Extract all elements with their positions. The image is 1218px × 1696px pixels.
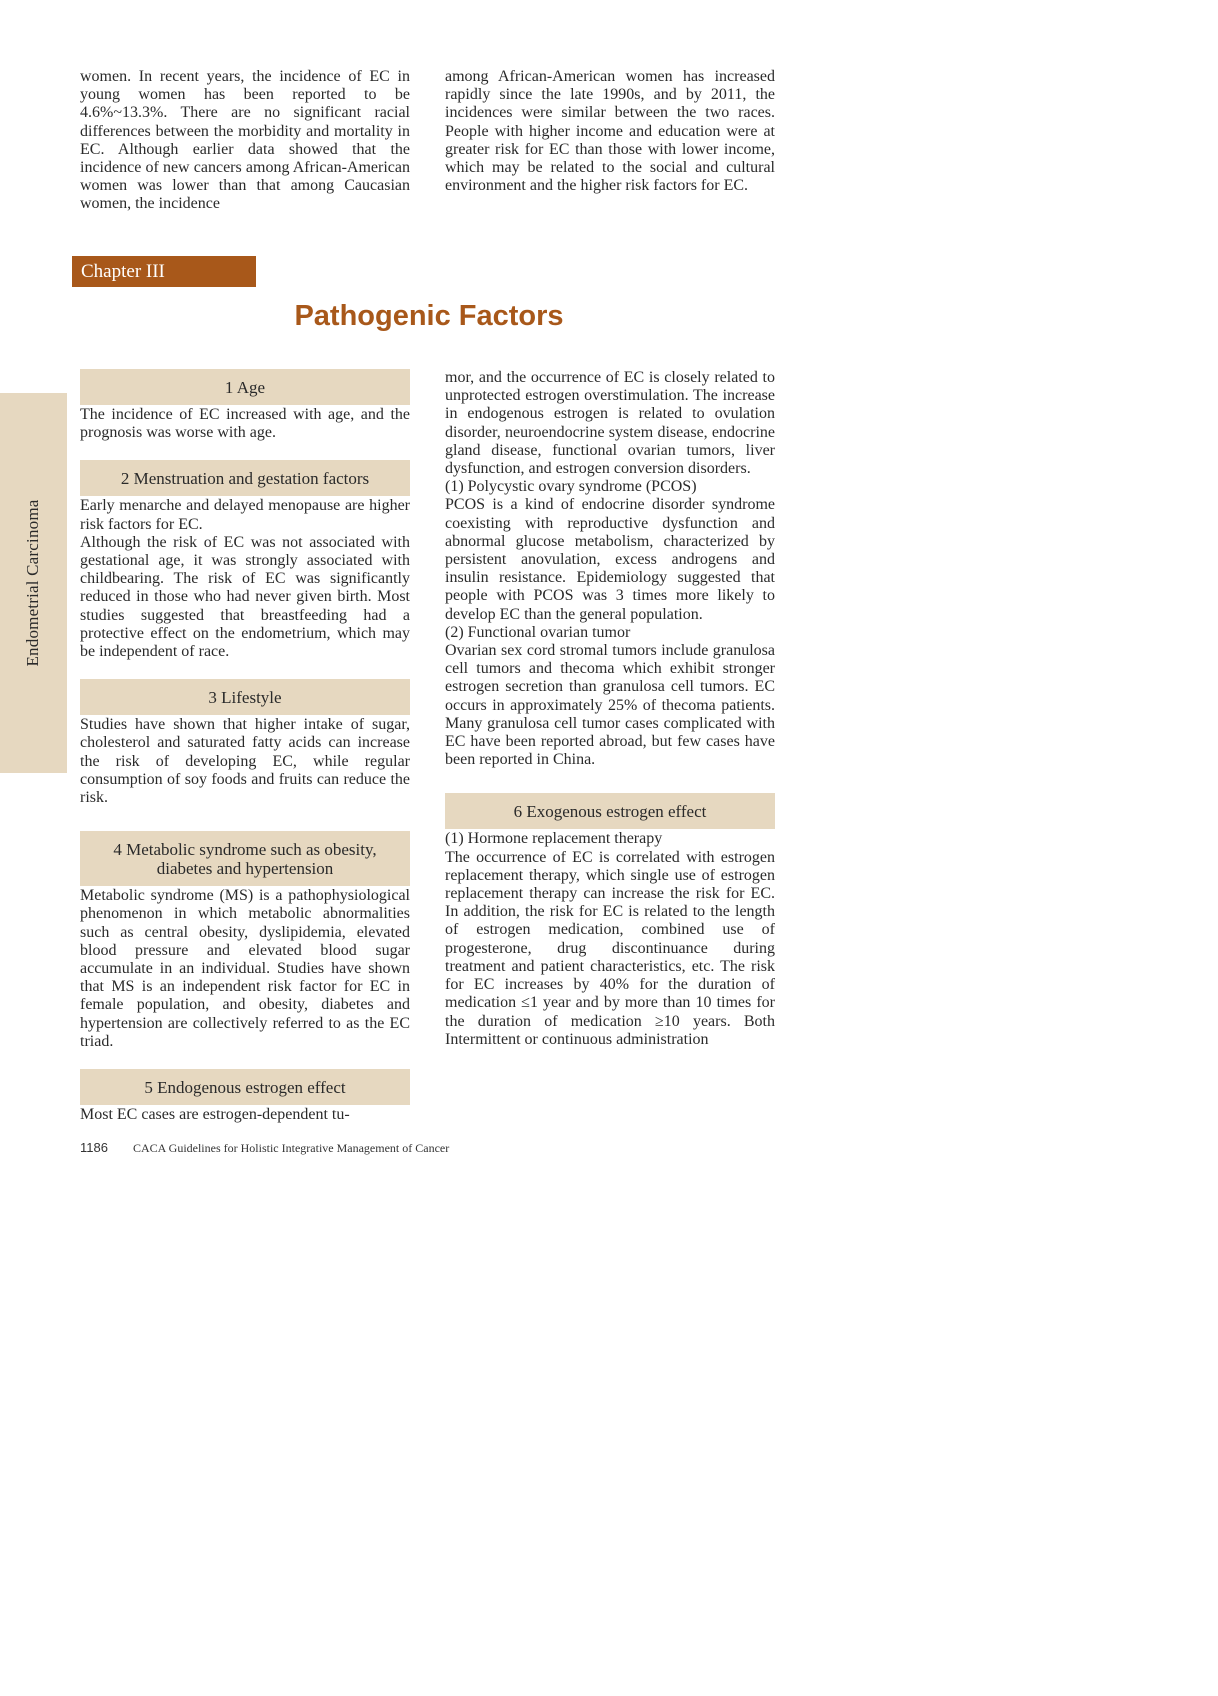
top-left-column [80, 68, 410, 214]
section-body-endogenous-cont: mor, and the occurrence of EC is closely related to unprotected estrogen overstimulation. The increase in endogenous estrogen is related to ovulation disorder, neuroendocrine system disease, endocrine gland disease, functional ovarian tumors, liver dysfunction, and estrogen conversion disorders. [445, 369, 775, 478]
section-heading-metabolic-line1: 4 Metabolic syndrome such as obesity, [113, 840, 377, 860]
section-heading-exogenous: 6 Exogenous estrogen effect [445, 793, 775, 829]
section-body-lifestyle: Studies have shown that higher intake of sugar, cholesterol and saturated fatty acids can increase the risk of developing EC, while regular consumption of soy foods and fruits can reduce the risk. [80, 716, 410, 807]
section-body-age: The incidence of EC increased with age, and the prognosis was worse with age. [80, 406, 410, 442]
section-body-menstruation-1: Early menarche and delayed menopause are higher risk factors for EC. [80, 497, 410, 533]
page-footer [80, 1140, 449, 1156]
side-tab-label: Endometrial Carcinoma [23, 499, 42, 667]
section-heading-lifestyle: 3 Lifestyle [80, 679, 410, 715]
top-right-column [445, 68, 775, 195]
section-heading-metabolic [80, 831, 410, 886]
section-body-metabolic: Metabolic syndrome (MS) is a pathophysiological phenomenon in which metabolic abnormalities such as central obesity, dyslipidemia, elevated blood pressure and elevated blood sugar accumulate in an individual. Studies have shown that MS is an independent risk factor for EC in female population, and obesity, diabetes and hypertension are collectively referred to as the EC triad. [80, 887, 410, 1050]
top-right-paragraph: among African-American women has increased rapidly since the late 1990s, and by 2011, the incidences were similar between the two races. People with higher income and education were at greater risk for EC than those with lower income, which may be related to the social and cultural environment and the higher risk factors for EC. [445, 68, 775, 195]
section-body-hrt: The occurrence of EC is correlated with estrogen replacement therapy, which single use of estrogen replacement therapy can increase the risk for EC. In addition, the risk for EC is related to the length of estrogen medication, combined use of progesterone, drug discontinuance during treatment and patient characteristics, etc. The risk for EC increases by 40% for the duration of medication ≤1 year and by more than 10 times for the duration of medication ≥10 years. Both Intermittent or continuous administration [445, 848, 775, 1048]
section-heading-menstruation: 2 Menstruation and gestation factors [80, 460, 410, 496]
journal-title: CACA Guidelines for Holistic Integrative Management of Cancer [132, 1141, 450, 1155]
page-title: Pathogenic Factors [294, 300, 564, 332]
subheading-hrt: (1) Hormone replacement therapy [445, 830, 663, 848]
right-column [445, 369, 775, 1049]
page-number: 1186 [80, 1140, 108, 1155]
section-heading-age: 1 Age [80, 369, 410, 405]
subheading-ovarian-tumor: (2) Functional ovarian tumor [445, 623, 631, 641]
section-body-pcos: PCOS is a kind of endocrine disorder syndrome coexisting with reproductive dysfunction and abnormal glucose metabolism, characterized by persistent anovulation, excess androgens and insulin resistance. Epidemiology suggested that people with PCOS was 3 times more likely to develop EC than the general population. [445, 496, 775, 623]
section-body-ovarian-tumor: Ovarian sex cord stromal tumors include granulosa cell tumors and thecoma which exhibit stronger estrogen secretion than granulosa cell tumors. EC occurs in approximately 25% of thecoma patients. Many granulosa cell tumor cases complicated with EC have been reported abroad, but few cases have been reported in China. [445, 642, 775, 769]
section-heading-endogenous: 5 Endogenous estrogen effect [80, 1069, 410, 1105]
section-body-menstruation-2: Although the risk of EC was not associated with gestational age, it was strongly associated with childbearing. The risk of EC was significantly reduced in those who had never given birth. Most studies suggested that breastfeeding had a protective effect on the endometrium, which may be independent of race. [80, 533, 410, 661]
left-column [80, 369, 410, 1124]
subheading-pcos: (1) Polycystic ovary syndrome (PCOS) [445, 478, 697, 496]
top-left-paragraph: women. In recent years, the incidence of EC in young women has been reported to be 4.6%~13.3%. There are no significant racial differences between the morbidity and mortality in EC. Although earlier data showed that the incidence of new cancers among African-American women was lower than that among Caucasian women, the incidence [80, 68, 410, 213]
section-body-endogenous-start: Most EC cases are estrogen-dependent tu- [80, 1106, 350, 1124]
section-heading-metabolic-line2: diabetes and hypertension [156, 859, 334, 879]
chapter-label: Chapter III [72, 256, 256, 287]
